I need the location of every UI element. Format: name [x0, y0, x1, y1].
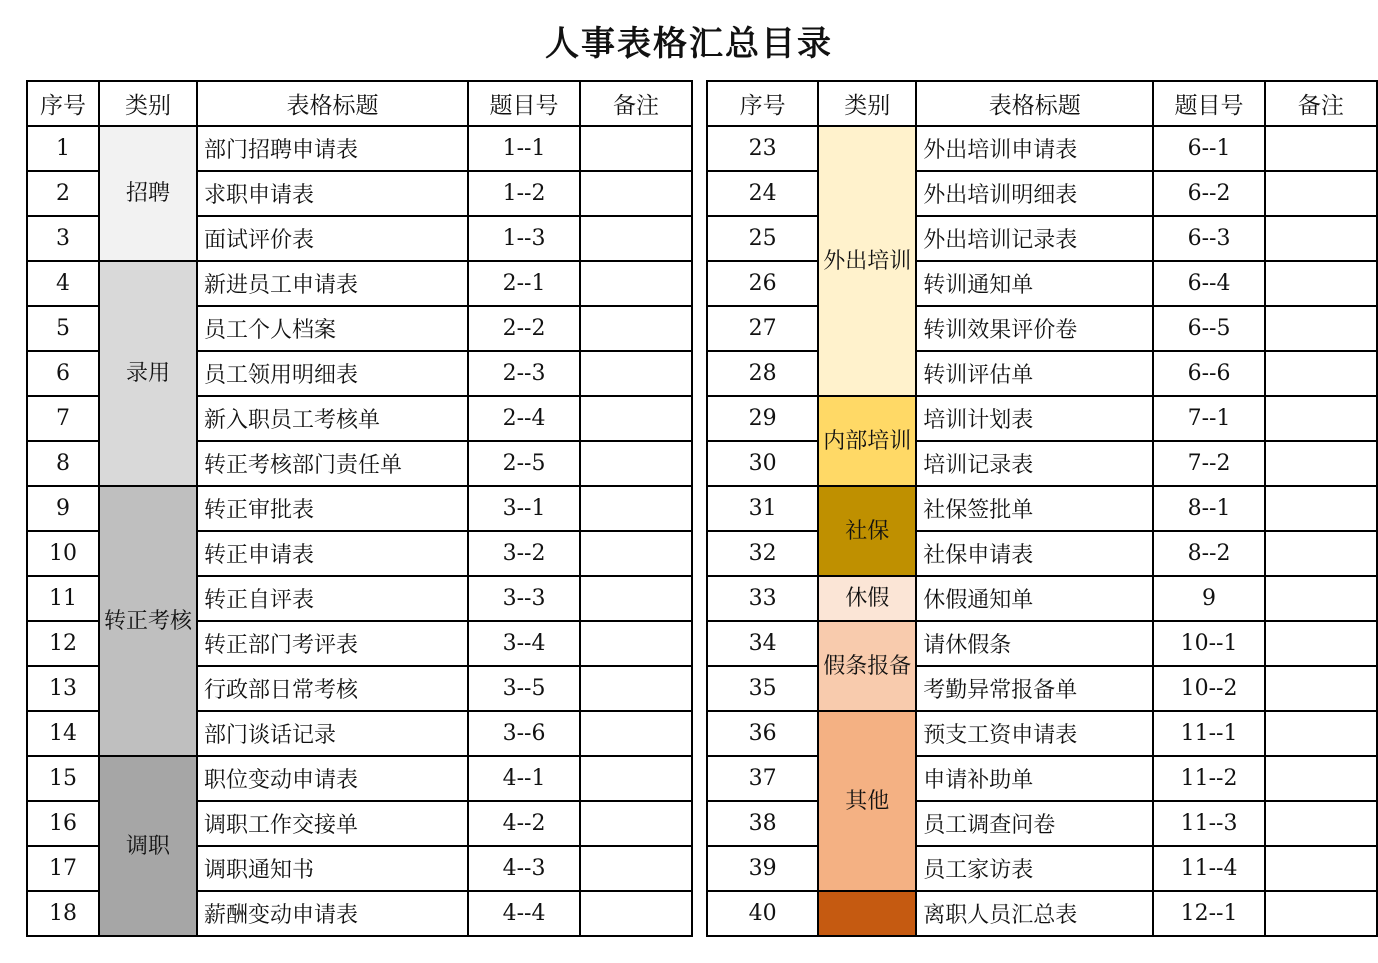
note-cell	[1265, 216, 1377, 261]
note-cell	[580, 756, 692, 801]
row-number: 13	[27, 666, 99, 711]
form-code: 2--4	[468, 396, 580, 441]
table-row	[707, 891, 1377, 936]
row-number: 16	[27, 801, 99, 846]
note-cell	[1265, 666, 1377, 711]
form-code: 6--1	[1153, 126, 1264, 171]
form-title: 申请补助单	[916, 756, 1153, 801]
form-code: 1--1	[468, 126, 580, 171]
category-cell	[818, 891, 916, 936]
form-code: 4--4	[468, 891, 580, 936]
form-code: 3--1	[468, 486, 580, 531]
left-table	[26, 80, 693, 937]
note-cell	[580, 441, 692, 486]
row-number: 8	[27, 441, 99, 486]
form-title: 员工家访表	[916, 846, 1153, 891]
note-cell	[1265, 756, 1377, 801]
form-title: 员工个人档案	[197, 306, 468, 351]
note-cell	[580, 576, 692, 621]
note-cell	[580, 621, 692, 666]
form-code: 3--2	[468, 531, 580, 576]
row-number: 1	[27, 126, 99, 171]
note-cell	[1265, 891, 1377, 936]
form-code: 11--4	[1153, 846, 1264, 891]
category-cell: 录用	[99, 261, 197, 486]
row-number: 29	[707, 396, 818, 441]
form-title: 新入职员工考核单	[197, 396, 468, 441]
form-title: 社保申请表	[916, 531, 1153, 576]
table-row	[27, 126, 692, 171]
header-no: 序号	[27, 81, 99, 126]
table-row	[707, 801, 1377, 846]
form-title: 转训通知单	[916, 261, 1153, 306]
form-title: 转正申请表	[197, 531, 468, 576]
form-code: 2--2	[468, 306, 580, 351]
header-note: 备注	[580, 81, 692, 126]
form-code: 3--6	[468, 711, 580, 756]
note-cell	[580, 126, 692, 171]
right-table	[706, 80, 1378, 937]
table-row	[707, 396, 1377, 441]
form-title: 职位变动申请表	[197, 756, 468, 801]
note-cell	[580, 396, 692, 441]
form-code: 2--5	[468, 441, 580, 486]
table-row	[27, 261, 692, 306]
note-cell	[1265, 171, 1377, 216]
form-title: 培训记录表	[916, 441, 1153, 486]
note-cell	[1265, 576, 1377, 621]
table-row	[707, 756, 1377, 801]
form-title: 考勤异常报备单	[916, 666, 1153, 711]
note-cell	[1265, 846, 1377, 891]
form-code: 3--4	[468, 621, 580, 666]
table-row	[707, 531, 1377, 576]
form-title: 培训计划表	[916, 396, 1153, 441]
row-number: 5	[27, 306, 99, 351]
table-row	[27, 486, 692, 531]
form-code: 11--1	[1153, 711, 1264, 756]
category-cell: 外出培训	[818, 126, 916, 396]
header-note: 备注	[1265, 81, 1377, 126]
note-cell	[1265, 531, 1377, 576]
form-code: 11--2	[1153, 756, 1264, 801]
form-title: 外出培训明细表	[916, 171, 1153, 216]
form-title: 外出培训申请表	[916, 126, 1153, 171]
form-code: 6--6	[1153, 351, 1264, 396]
form-title: 转正自评表	[197, 576, 468, 621]
form-title: 转训效果评价卷	[916, 306, 1153, 351]
table-row	[707, 846, 1377, 891]
row-number: 12	[27, 621, 99, 666]
note-cell	[1265, 621, 1377, 666]
form-title: 转训评估单	[916, 351, 1153, 396]
form-code: 1--3	[468, 216, 580, 261]
row-number: 37	[707, 756, 818, 801]
category-cell: 假条报备	[818, 621, 916, 711]
form-code: 6--3	[1153, 216, 1264, 261]
row-number: 24	[707, 171, 818, 216]
table-row	[707, 666, 1377, 711]
form-code: 8--1	[1153, 486, 1264, 531]
form-code: 3--3	[468, 576, 580, 621]
note-cell	[580, 801, 692, 846]
form-title: 行政部日常考核	[197, 666, 468, 711]
row-number: 27	[707, 306, 818, 351]
form-code: 12--1	[1153, 891, 1264, 936]
table-row	[707, 126, 1377, 171]
form-title: 预支工资申请表	[916, 711, 1153, 756]
row-number: 33	[707, 576, 818, 621]
row-number: 2	[27, 171, 99, 216]
form-title: 面试评价表	[197, 216, 468, 261]
note-cell	[580, 171, 692, 216]
form-title: 外出培训记录表	[916, 216, 1153, 261]
form-code: 9	[1153, 576, 1264, 621]
table-row	[707, 711, 1377, 756]
category-cell: 转正考核	[99, 486, 197, 756]
row-number: 9	[27, 486, 99, 531]
form-code: 7--2	[1153, 441, 1264, 486]
page-title: 人事表格汇总目录	[545, 24, 833, 64]
category-cell: 内部培训	[818, 396, 916, 486]
note-cell	[580, 531, 692, 576]
form-code: 8--2	[1153, 531, 1264, 576]
header-title: 表格标题	[197, 81, 468, 126]
row-number: 18	[27, 891, 99, 936]
note-cell	[580, 891, 692, 936]
note-cell	[580, 306, 692, 351]
note-cell	[580, 846, 692, 891]
form-title: 转正部门考评表	[197, 621, 468, 666]
form-title: 员工领用明细表	[197, 351, 468, 396]
form-title: 社保签批单	[916, 486, 1153, 531]
table-row	[707, 351, 1377, 396]
note-cell	[580, 351, 692, 396]
row-number: 40	[707, 891, 818, 936]
form-code: 10--2	[1153, 666, 1264, 711]
note-cell	[1265, 126, 1377, 171]
form-title: 请休假条	[916, 621, 1153, 666]
note-cell	[1265, 396, 1377, 441]
note-cell	[1265, 306, 1377, 351]
row-number: 31	[707, 486, 818, 531]
note-cell	[580, 261, 692, 306]
category-cell: 招聘	[99, 126, 197, 261]
form-title: 离职人员汇总表	[916, 891, 1153, 936]
note-cell	[580, 711, 692, 756]
note-cell	[580, 216, 692, 261]
form-title: 转正考核部门责任单	[197, 441, 468, 486]
form-code: 4--1	[468, 756, 580, 801]
form-title: 薪酬变动申请表	[197, 891, 468, 936]
category-cell: 其他	[818, 711, 916, 891]
form-title: 调职工作交接单	[197, 801, 468, 846]
table-row	[707, 621, 1377, 666]
form-code: 6--4	[1153, 261, 1264, 306]
form-code: 10--1	[1153, 621, 1264, 666]
row-number: 6	[27, 351, 99, 396]
note-cell	[1265, 801, 1377, 846]
note-cell	[1265, 711, 1377, 756]
form-title: 休假通知单	[916, 576, 1153, 621]
row-number: 14	[27, 711, 99, 756]
header-category: 类别	[818, 81, 916, 126]
form-title: 新进员工申请表	[197, 261, 468, 306]
table-row	[707, 306, 1377, 351]
table-row	[707, 576, 1377, 621]
header-code: 题目号	[1153, 81, 1264, 126]
table-row	[707, 486, 1377, 531]
row-number: 7	[27, 396, 99, 441]
form-code: 11--3	[1153, 801, 1264, 846]
note-cell	[1265, 441, 1377, 486]
form-title: 求职申请表	[197, 171, 468, 216]
header-title: 表格标题	[916, 81, 1153, 126]
form-code: 4--2	[468, 801, 580, 846]
form-code: 2--1	[468, 261, 580, 306]
form-code: 6--5	[1153, 306, 1264, 351]
form-code: 7--1	[1153, 396, 1264, 441]
category-cell: 休假	[818, 576, 916, 621]
note-cell	[580, 486, 692, 531]
note-cell	[1265, 351, 1377, 396]
form-title: 部门招聘申请表	[197, 126, 468, 171]
table-row	[707, 216, 1377, 261]
category-cell: 调职	[99, 756, 197, 936]
row-number: 35	[707, 666, 818, 711]
category-cell: 社保	[818, 486, 916, 576]
row-number: 4	[27, 261, 99, 306]
note-cell	[1265, 261, 1377, 306]
form-code: 6--2	[1153, 171, 1264, 216]
form-title: 转正审批表	[197, 486, 468, 531]
table-row	[707, 261, 1377, 306]
form-code: 3--5	[468, 666, 580, 711]
row-number: 23	[707, 126, 818, 171]
note-cell	[580, 666, 692, 711]
table-row	[707, 171, 1377, 216]
form-code: 4--3	[468, 846, 580, 891]
header-row	[27, 81, 692, 126]
row-number: 17	[27, 846, 99, 891]
row-number: 34	[707, 621, 818, 666]
row-number: 26	[707, 261, 818, 306]
row-number: 28	[707, 351, 818, 396]
header-category: 类别	[99, 81, 197, 126]
form-code: 2--3	[468, 351, 580, 396]
form-title: 调职通知书	[197, 846, 468, 891]
table-row	[27, 756, 692, 801]
header-code: 题目号	[468, 81, 580, 126]
note-cell	[1265, 486, 1377, 531]
row-number: 30	[707, 441, 818, 486]
row-number: 3	[27, 216, 99, 261]
form-title: 员工调查问卷	[916, 801, 1153, 846]
header-row	[707, 81, 1377, 126]
row-number: 32	[707, 531, 818, 576]
row-number: 39	[707, 846, 818, 891]
row-number: 38	[707, 801, 818, 846]
row-number: 15	[27, 756, 99, 801]
form-code: 1--2	[468, 171, 580, 216]
row-number: 11	[27, 576, 99, 621]
row-number: 25	[707, 216, 818, 261]
row-number: 10	[27, 531, 99, 576]
header-no: 序号	[707, 81, 818, 126]
row-number: 36	[707, 711, 818, 756]
table-row	[707, 441, 1377, 486]
form-title: 部门谈话记录	[197, 711, 468, 756]
